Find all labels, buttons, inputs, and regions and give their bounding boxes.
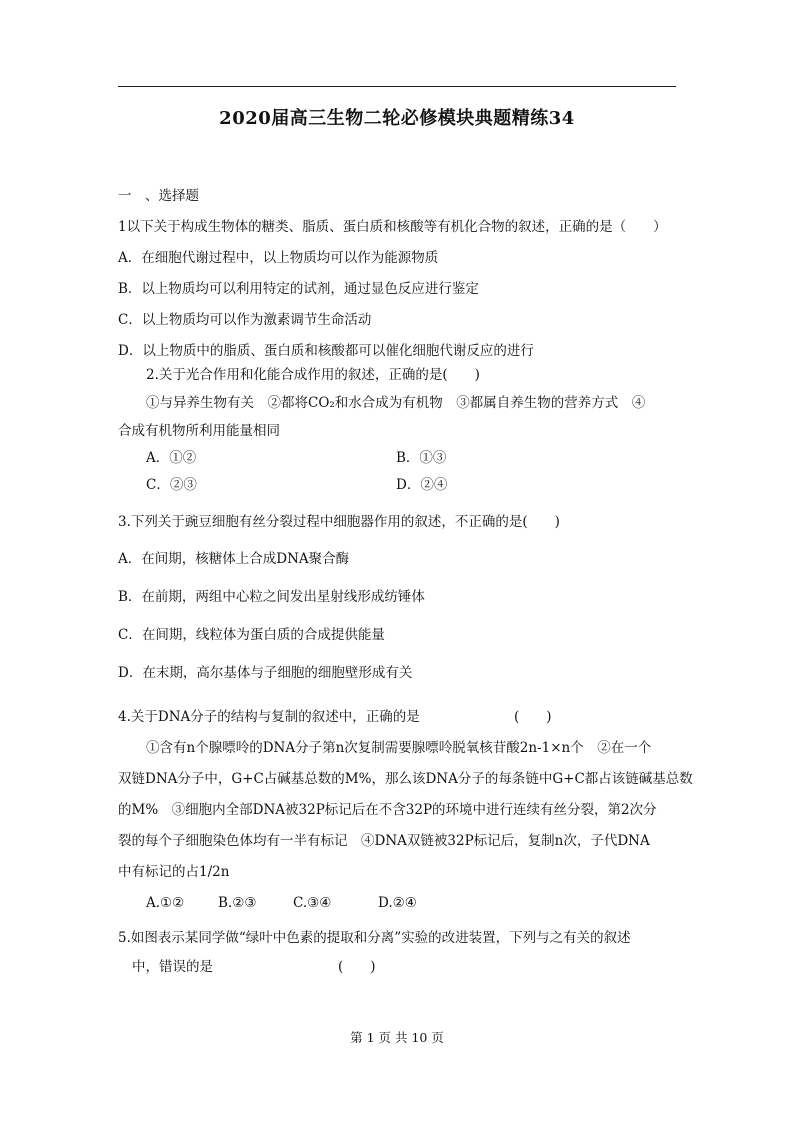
q2-option-a: A．①② — [146, 450, 197, 466]
q2-option-b: B．①③ — [396, 450, 447, 466]
q4-option-d: D.②④ — [378, 895, 417, 911]
q1-option-a: A．在细胞代谢过程中，以上物质均可以作为能源物质 — [118, 250, 439, 266]
q3-option-d: D．在末期，高尔基体与子细胞的细胞壁形成有关 — [118, 665, 413, 681]
header-rule — [118, 86, 676, 87]
page-title: 2020届高三生物二轮必修模块典题精练34 — [219, 108, 575, 129]
q3-option-b: B．在前期，两组中心粒之间发出星射线形成纺锤体 — [118, 589, 425, 605]
q1-option-b: B．以上物质均可以利用特定的试剂，通过显色反应进行鉴定 — [118, 281, 479, 297]
q3-option-c: C．在间期，线粒体为蛋白质的合成提供能量 — [118, 627, 385, 643]
q4-answer-paren: ( ) — [514, 709, 552, 725]
q2-option-c: C．②③ — [146, 477, 197, 493]
q1-option-c: C．以上物质均可以作为激素调节生命活动 — [118, 312, 372, 328]
q4-option-b: B.②③ — [218, 895, 257, 911]
q4-statement-line3: 的M% ③细胞内全部DNA被32P标记后在不含32P的环境中进行连续有丝分裂，第2次分 — [118, 802, 657, 818]
q3-option-a: A．在间期，核糖体上合成DNA聚合酶 — [118, 551, 350, 567]
q4-option-c: C.③④ — [293, 895, 332, 911]
q2-statements-line2: 合成有机物所利用能量相同 — [118, 423, 280, 439]
q5-stem-line1: 5.如图表示某同学做“绿叶中色素的提取和分离”实验的改进装置，下列与之有关的叙述 — [118, 930, 631, 946]
q4-statement-line5: 中有标记的占1/2n — [118, 864, 230, 880]
section-heading: 一 、选择题 — [118, 188, 199, 204]
q1-stem: 1以下关于构成生物体的糖类、脂质、蛋白质和核酸等有机化合物的叙述，正确的是（ ） — [118, 219, 667, 235]
q2-stem: 2.关于光合作用和化能合成作用的叙述，正确的是( ) — [146, 367, 480, 383]
q3-stem: 3.下列关于豌豆细胞有丝分裂过程中细胞器作用的叙述，不正确的是( ) — [118, 514, 560, 530]
q1-option-d: D．以上物质中的脂质、蛋白质和核酸都可以催化细胞代谢反应的进行 — [118, 343, 534, 359]
q4-statement-line1: ①含有n个腺嘌呤的DNA分子第n次复制需要腺嘌呤脱氧核苷酸2n-1×n个 ②在一个 — [146, 740, 652, 756]
q5-stem-line2: 中，错误的是 — [132, 959, 213, 975]
q4-option-a: A.①② — [146, 895, 185, 911]
q5-answer-paren: ( ) — [338, 959, 376, 975]
q2-statements-line1: ①与异养生物有关 ②都将CO₂和水合成为有机物 ③都属自养生物的营养方式 ④ — [146, 395, 646, 411]
q4-stem: 4.关于DNA分子的结构与复制的叙述中，正确的是 — [118, 709, 420, 725]
q4-statement-line2: 双链DNA分子中，G+C占碱基总数的M%，那么该DNA分子的每条链中G+C都占该链碱基总数 — [118, 771, 693, 787]
q4-statement-line4: 裂的每个子细胞染色体均有一半有标记 ④DNA双链被32P标记后，复制n次，子代DNA — [118, 833, 650, 849]
page-footer: 第 1 页 共 10 页 — [350, 1030, 444, 1045]
q2-option-d: D．②④ — [396, 477, 448, 493]
